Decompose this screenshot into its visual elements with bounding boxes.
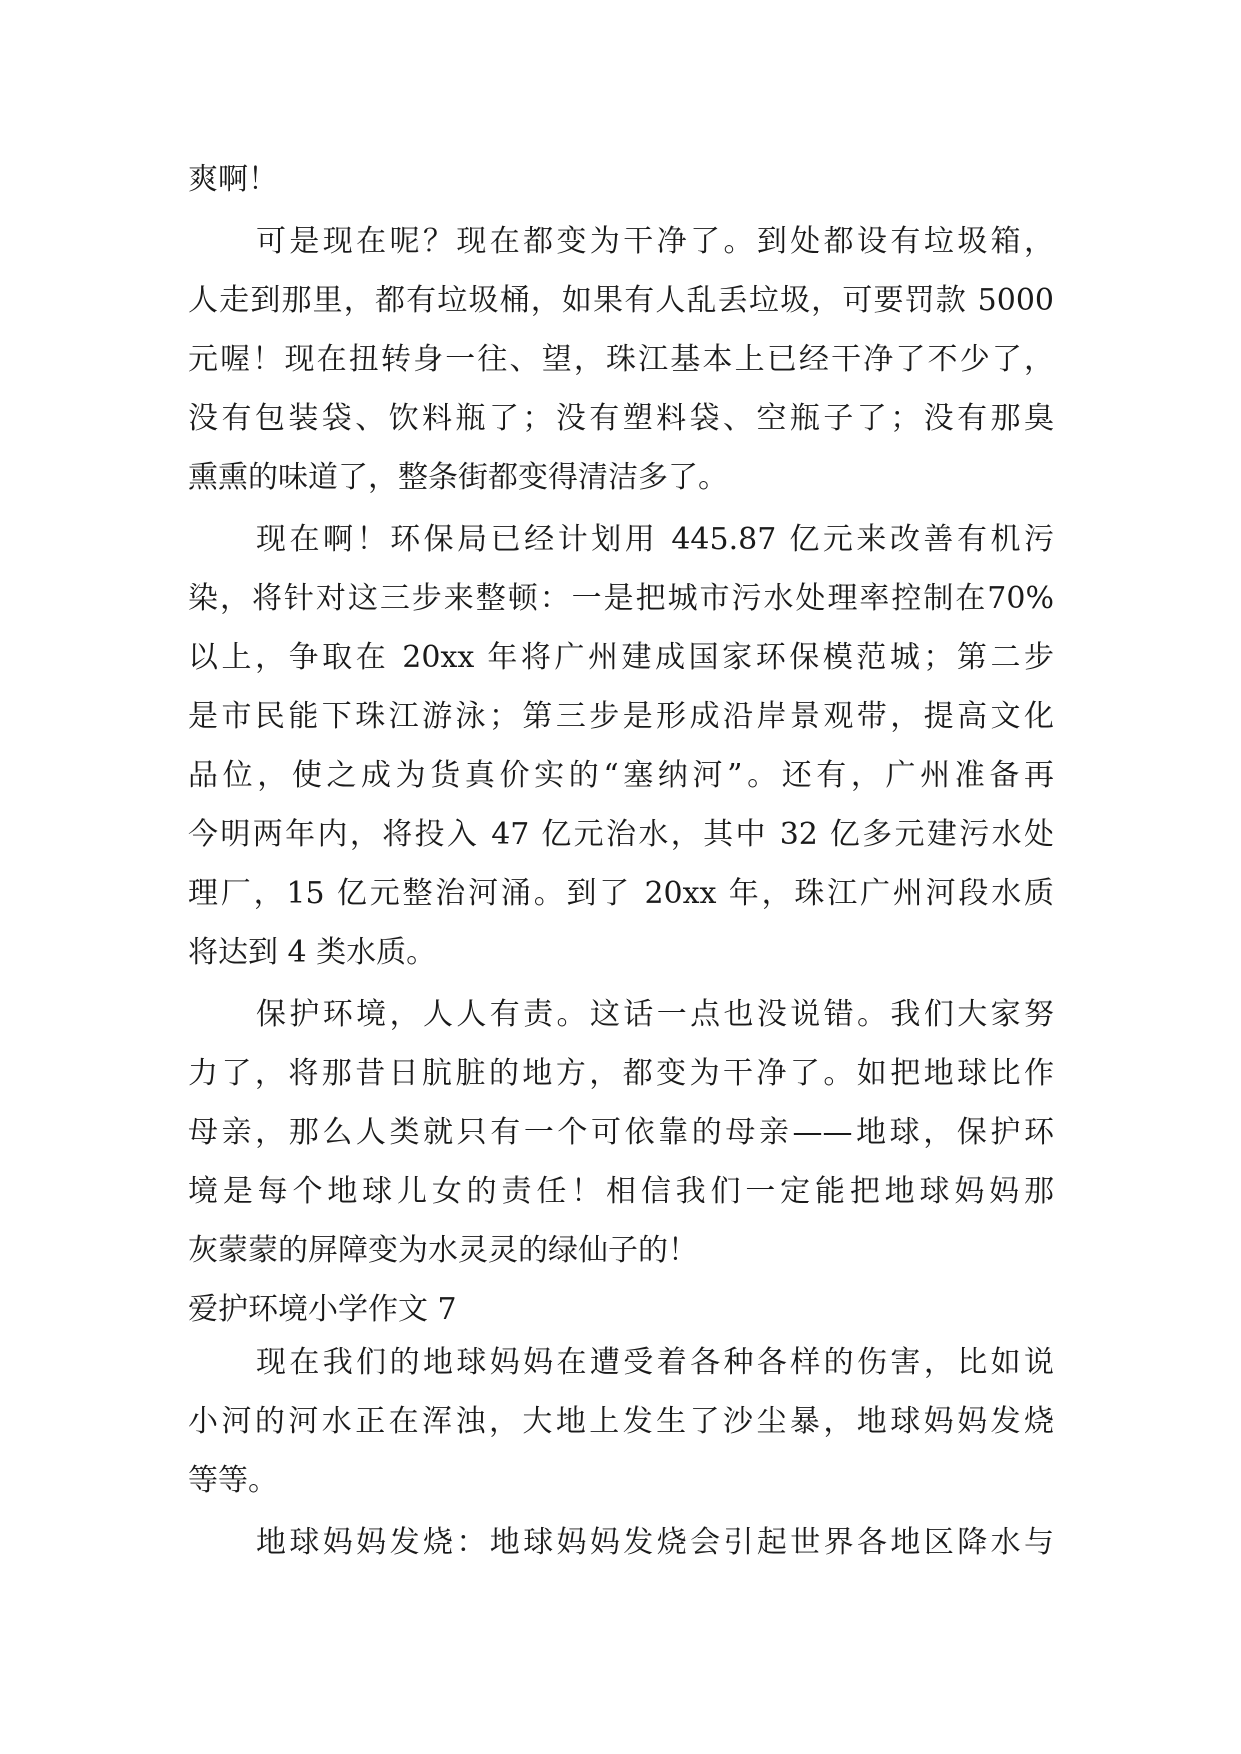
- paragraph-4: [188, 1333, 1054, 1510]
- paragraph-5: [188, 1513, 1054, 1572]
- section-heading: 爱护环境小学作文 7: [188, 1292, 457, 1327]
- text-line: 理厂，15 亿元整治河涌。到了 20xx 年，珠江广州河段水质: [188, 876, 1054, 911]
- text-line: 爽啊！: [188, 162, 278, 197]
- text-line: 地球妈妈发烧：地球妈妈发烧会引起世界各地区降水与: [256, 1525, 1054, 1560]
- text-line: 今明两年内，将投入 47 亿元治水，其中 32 亿多元建污水处: [188, 817, 1054, 852]
- text-line: 灰蒙蒙的屏障变为水灵灵的绿仙子的！: [188, 1233, 698, 1268]
- text-line: 现在我们的地球妈妈在遭受着各种各样的伤害，比如说: [256, 1345, 1054, 1380]
- text-line: 小河的河水正在浑浊，大地上发生了沙尘暴，地球妈妈发烧: [188, 1404, 1054, 1439]
- text-line: 元喔！现在扭转身一往、望，珠江基本上已经干净了不少了，: [188, 342, 1054, 377]
- text-line: 将达到 4 类水质。: [188, 935, 437, 970]
- text-line: 母亲，那么人类就只有一个可依靠的母亲——地球，保护环: [188, 1115, 1054, 1150]
- text-line: 人走到那里，都有垃圾桶，如果有人乱丢垃圾，可要罚款 5000: [188, 283, 1054, 318]
- text-line: 以上，争取在 20xx 年将广州建成国家环保模范城；第二步: [188, 640, 1054, 675]
- text-line: 力了，将那昔日肮脏的地方，都变为干净了。如把地球比作: [188, 1056, 1054, 1091]
- document-body: [188, 150, 1054, 1572]
- paragraph-2: [188, 510, 1054, 982]
- text-line: 染，将针对这三步来整顿：一是把城市污水处理率控制在70%: [188, 581, 1054, 616]
- text-line: 境是每个地球儿女的责任！相信我们一定能把地球妈妈那: [188, 1174, 1054, 1209]
- text-line: 可是现在呢？现在都变为干净了。到处都设有垃圾箱，: [256, 224, 1054, 259]
- text-line: 现在啊！环保局已经计划用 445.87 亿元来改善有机污: [256, 522, 1054, 557]
- paragraph-0: [188, 150, 1054, 209]
- text-line: 等等。: [188, 1463, 278, 1498]
- text-line: 没有包装袋、饮料瓶了；没有塑料袋、空瓶子了；没有那臭: [188, 401, 1054, 436]
- text-line: 品位，使之成为货真价实的“塞纳河”。还有，广州准备再: [188, 758, 1054, 793]
- paragraph-1: [188, 212, 1054, 507]
- text-line: 是市民能下珠江游泳；第三步是形成沿岸景观带，提高文化: [188, 699, 1054, 734]
- text-line: 保护环境，人人有责。这话一点也没说错。我们大家努: [256, 997, 1054, 1032]
- text-line: 熏熏的味道了，整条街都变得清洁多了。: [188, 460, 728, 495]
- paragraph-3: [188, 985, 1054, 1280]
